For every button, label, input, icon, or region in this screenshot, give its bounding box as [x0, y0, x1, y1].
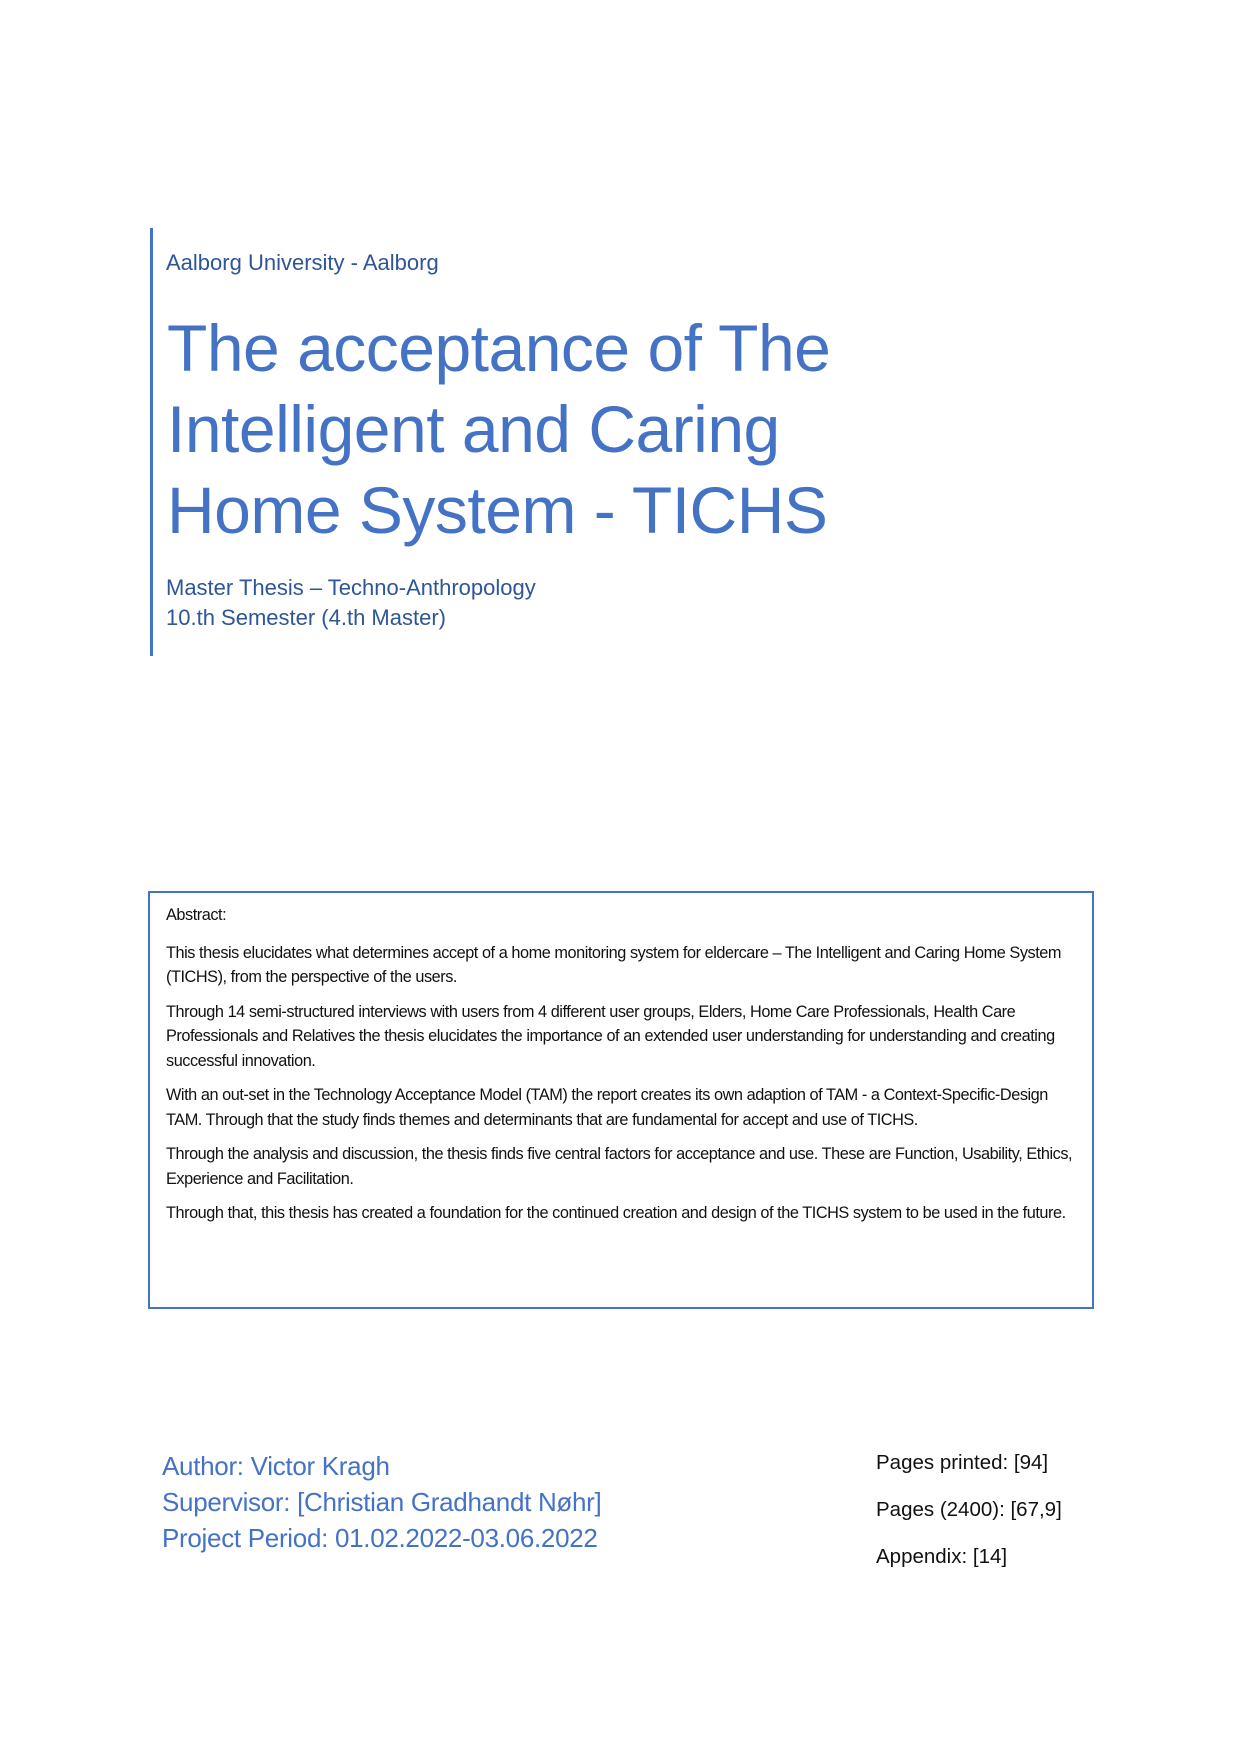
university-name: Aalborg University - Aalborg: [166, 250, 439, 275]
pages-printed: Pages printed: [94]: [876, 1451, 1049, 1474]
pages-2400: Pages (2400): [67,9]: [876, 1498, 1062, 1521]
thesis-title-line-1: The acceptance of The: [167, 311, 831, 385]
appendix-count: Appendix: [14]: [876, 1545, 1008, 1568]
author-name: Author: Victor Kragh: [162, 1451, 390, 1481]
abstract-paragraph: Through 14 semi-structured interviews with users from 4 different user groups, Elders, Home Care Professionals, Health Care Professionals and Relatives the thesis elucidates the importance of an extended user understanding for understanding and creating successful innovation.: [166, 1002, 1055, 1070]
abstract-paragraph: This thesis elucidates what determines accept of a home monitoring system for eldercare – The Intelligent and Caring Home System (TICHS), from the perspective of the users.: [166, 943, 1062, 986]
subtitle-semester: 10.th Semester (4.th Master): [166, 605, 446, 630]
abstract-paragraph: With an out-set in the Technology Acceptance Model (TAM) the report creates its own adaption of TAM - a Context-Specific-Design TAM. Through that the study finds themes and determinants that are fundamental for accept and use of TICHS.: [166, 1086, 1048, 1129]
subtitle-program: Master Thesis – Techno-Anthropology: [166, 575, 536, 600]
abstract-label: Abstract:: [166, 906, 227, 924]
abstract-paragraph: Through the analysis and discussion, the thesis finds five central factors for acceptance and use. These are Function, Usability, Ethics, Experience and Facilitation.: [166, 1145, 1073, 1188]
supervisor-name: Supervisor: [Christian Gradhandt Nøhr]: [162, 1487, 602, 1517]
project-period: Project Period: 01.02.2022-03.06.2022: [162, 1523, 598, 1553]
abstract-paragraph: Through that, this thesis has created a foundation for the continued creation and design of the TICHS system to be used in the future.: [166, 1204, 1066, 1222]
thesis-title-line-2: Intelligent and Caring: [167, 392, 780, 466]
thesis-title-line-3: Home System - TICHS: [167, 473, 828, 547]
thesis-title: [167, 308, 927, 551]
page-count-block: [876, 1449, 1062, 1590]
author-block: [162, 1448, 601, 1556]
abstract-box: [148, 891, 1094, 1309]
title-block: [150, 228, 953, 656]
thesis-subtitle: [166, 573, 536, 633]
